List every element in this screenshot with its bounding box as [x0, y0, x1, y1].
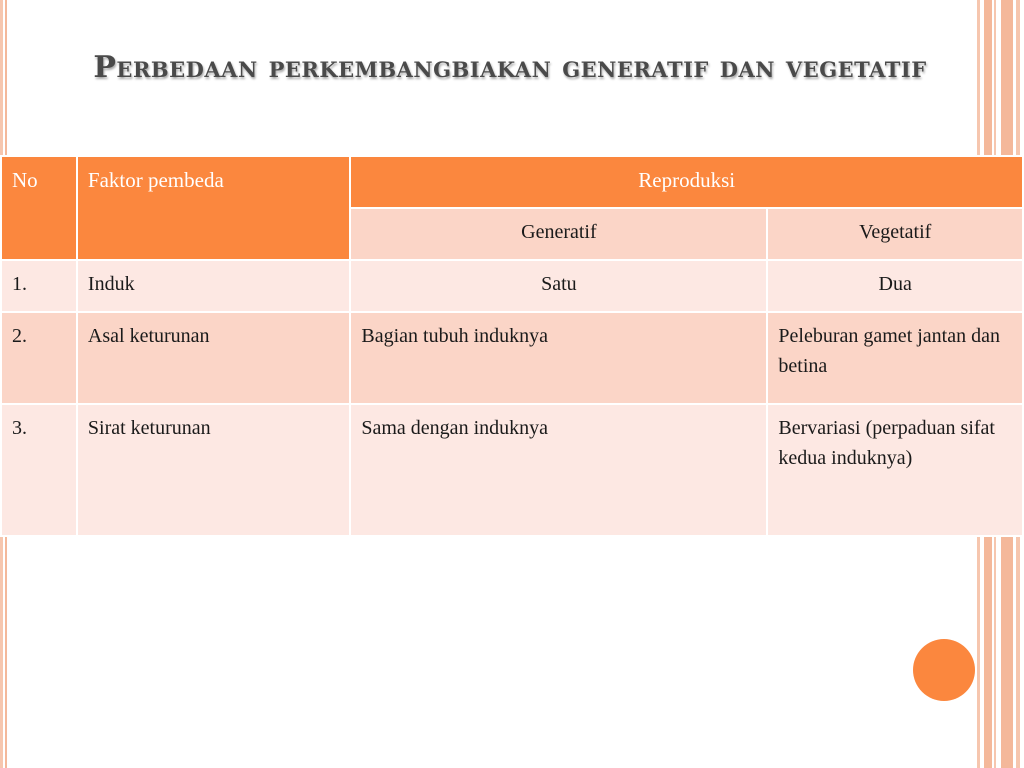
row-faktor: Sirat keturunan: [77, 404, 350, 536]
row-no: 3.: [1, 404, 77, 536]
row-generatif: Sama dengan induknya: [350, 404, 767, 536]
row-vegetatif: Bervariasi (perpaduan sifat kedua induknya): [767, 404, 1023, 536]
decor-circle: [913, 639, 975, 701]
row-vegetatif: Dua: [767, 260, 1023, 312]
header-reproduksi: Reproduksi: [350, 156, 1023, 208]
subheader-generatif: Generatif: [350, 208, 767, 260]
header-faktor-pembeda: Faktor pembeda: [77, 156, 350, 260]
row-generatif: Bagian tubuh induknya: [350, 312, 767, 404]
header-no: No: [1, 156, 77, 260]
row-vegetatif: Peleburan gamet jantan dan betina: [767, 312, 1023, 404]
row-faktor: Asal keturunan: [77, 312, 350, 404]
row-faktor: Induk: [77, 260, 350, 312]
subheader-vegetatif: Vegetatif: [767, 208, 1023, 260]
row-no: 2.: [1, 312, 77, 404]
table-row: [1, 404, 1023, 536]
table-row: [1, 260, 1023, 312]
table-row: [1, 312, 1023, 404]
slide-title: Perbedaan perkembangbiakan generatif dan vegetatif: [93, 50, 927, 85]
row-generatif: Satu: [350, 260, 767, 312]
row-no: 1.: [1, 260, 77, 312]
comparison-table: [0, 155, 1024, 537]
